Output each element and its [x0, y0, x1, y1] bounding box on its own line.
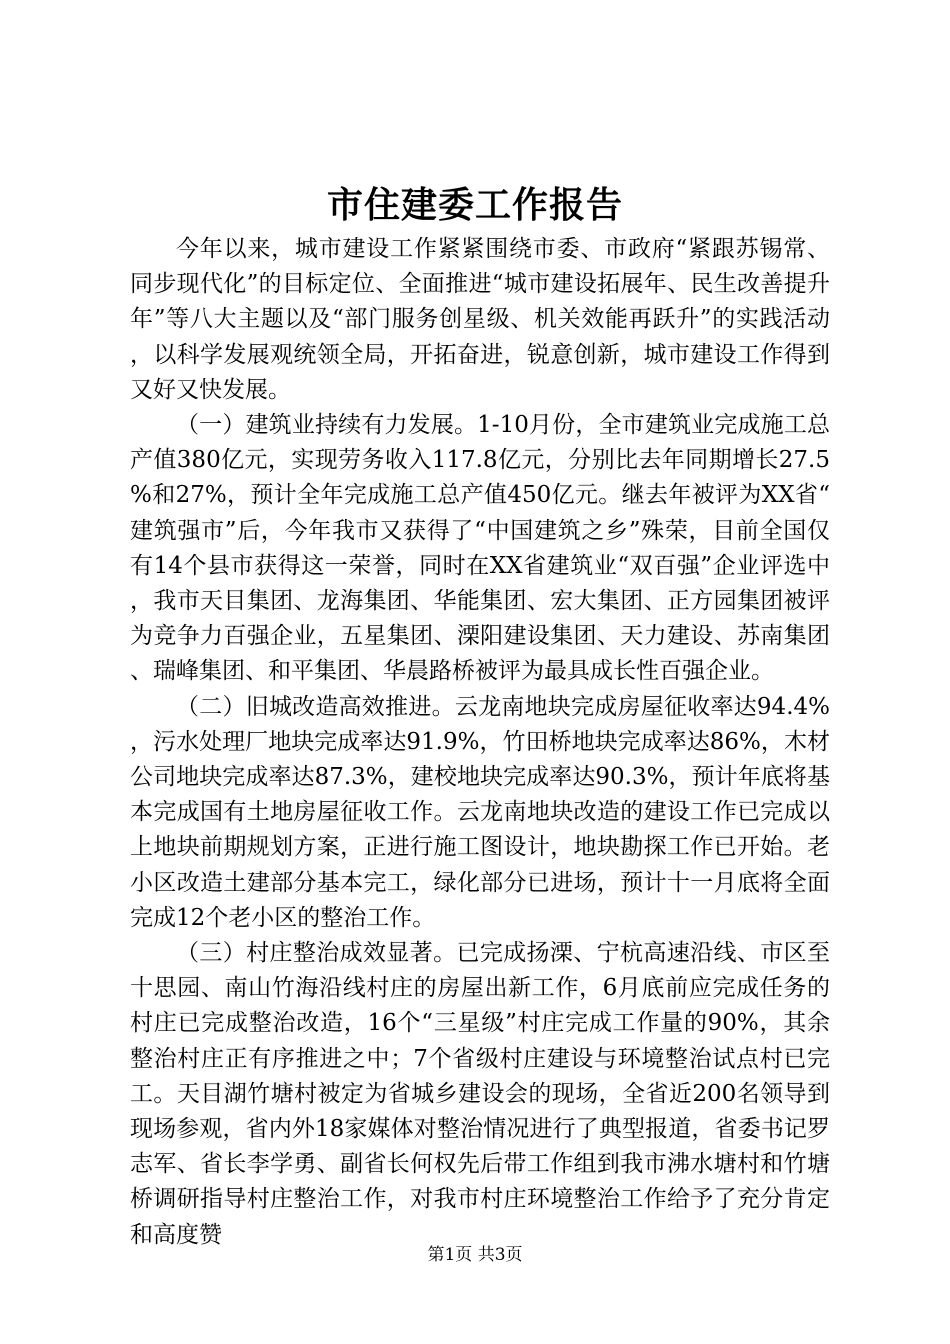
paragraph-old-city-renovation: （二）旧城改造高效推进。云龙南地块完成房屋征收率达94.4%，污水处理厂地块完成率达91.9%，竹田桥地块完成率达86%，木材公司地块完成率达87.3%，建校地块完成率达90.3%，预计年底将基本完成国有土地房屋征收工作。云龙南地块改造的建设工作已完成以上地块前期规划方案，正进行施工图设计，地块勘探工作已开始。老小区改造土建部分基本完工，绿化部分已进场，预计十一月底将全面完成12个老小区的整治工作。 [130, 693, 830, 931]
document-body [130, 232, 830, 1253]
paragraph-construction-industry: （一）建筑业持续有力发展。1-10月份，全市建筑业完成施工总产值380亿元，实现劳务收入117.8亿元，分别比去年同期增长27.5%和27%，预计全年完成施工总产值450亿元。继去年被评为XX省“建筑强市”后，今年我市又获得了“中国建筑之乡”殊荣，目前全国仅有14个县市获得这一荣誉，同时在XX省建筑业“双百强”企业评选中，我市天目集团、龙海集团、华能集团、宏大集团、正方园集团被评为竞争力百强企业，五星集团、溧阳建设集团、天力建设、苏南集团、瑞峰集团、和平集团、华晨路桥被评为最具成长性百强企业。 [130, 412, 830, 685]
paragraph-intro: 今年以来，城市建设工作紧紧围绕市委、市政府“紧跟苏锡常、同步现代化”的目标定位、全面推进“城市建设拓展年、民生改善提升年”等八大主题以及“部门服务创星级、机关效能再跃升”的实践活动，以科学发展观统领全局，开拓奋进，锐意创新，城市建设工作得到又好又快发展。 [130, 236, 830, 403]
page-number-footer: 第1页 共3页 [427, 1245, 523, 1265]
document-title: 市住建委工作报告 [326, 184, 623, 226]
paragraph-village-improvement: （三）村庄整治成效显著。已完成扬溧、宁杭高速沿线、市区至十思园、南山竹海沿线村庄的房屋出新工作，6月底前应完成任务的村庄已完成整治改造，16个“三星级”村庄完成工作量的90%，其余整治村庄正有序推进之中；7个省级村庄建设与环境整治试点村已完工。天目湖竹塘村被定为省城乡建设会的现场，全省近200名领导到现场参观，省内外18家媒体对整治情况进行了典型报道，省委书记罗志军、省长李学勇、副省长何权先后带工作组到我市沸水塘村和竹塘桥调研指导村庄整治工作，对我市村庄环境整治工作给予了充分肯定和高度赞 [130, 940, 830, 1248]
